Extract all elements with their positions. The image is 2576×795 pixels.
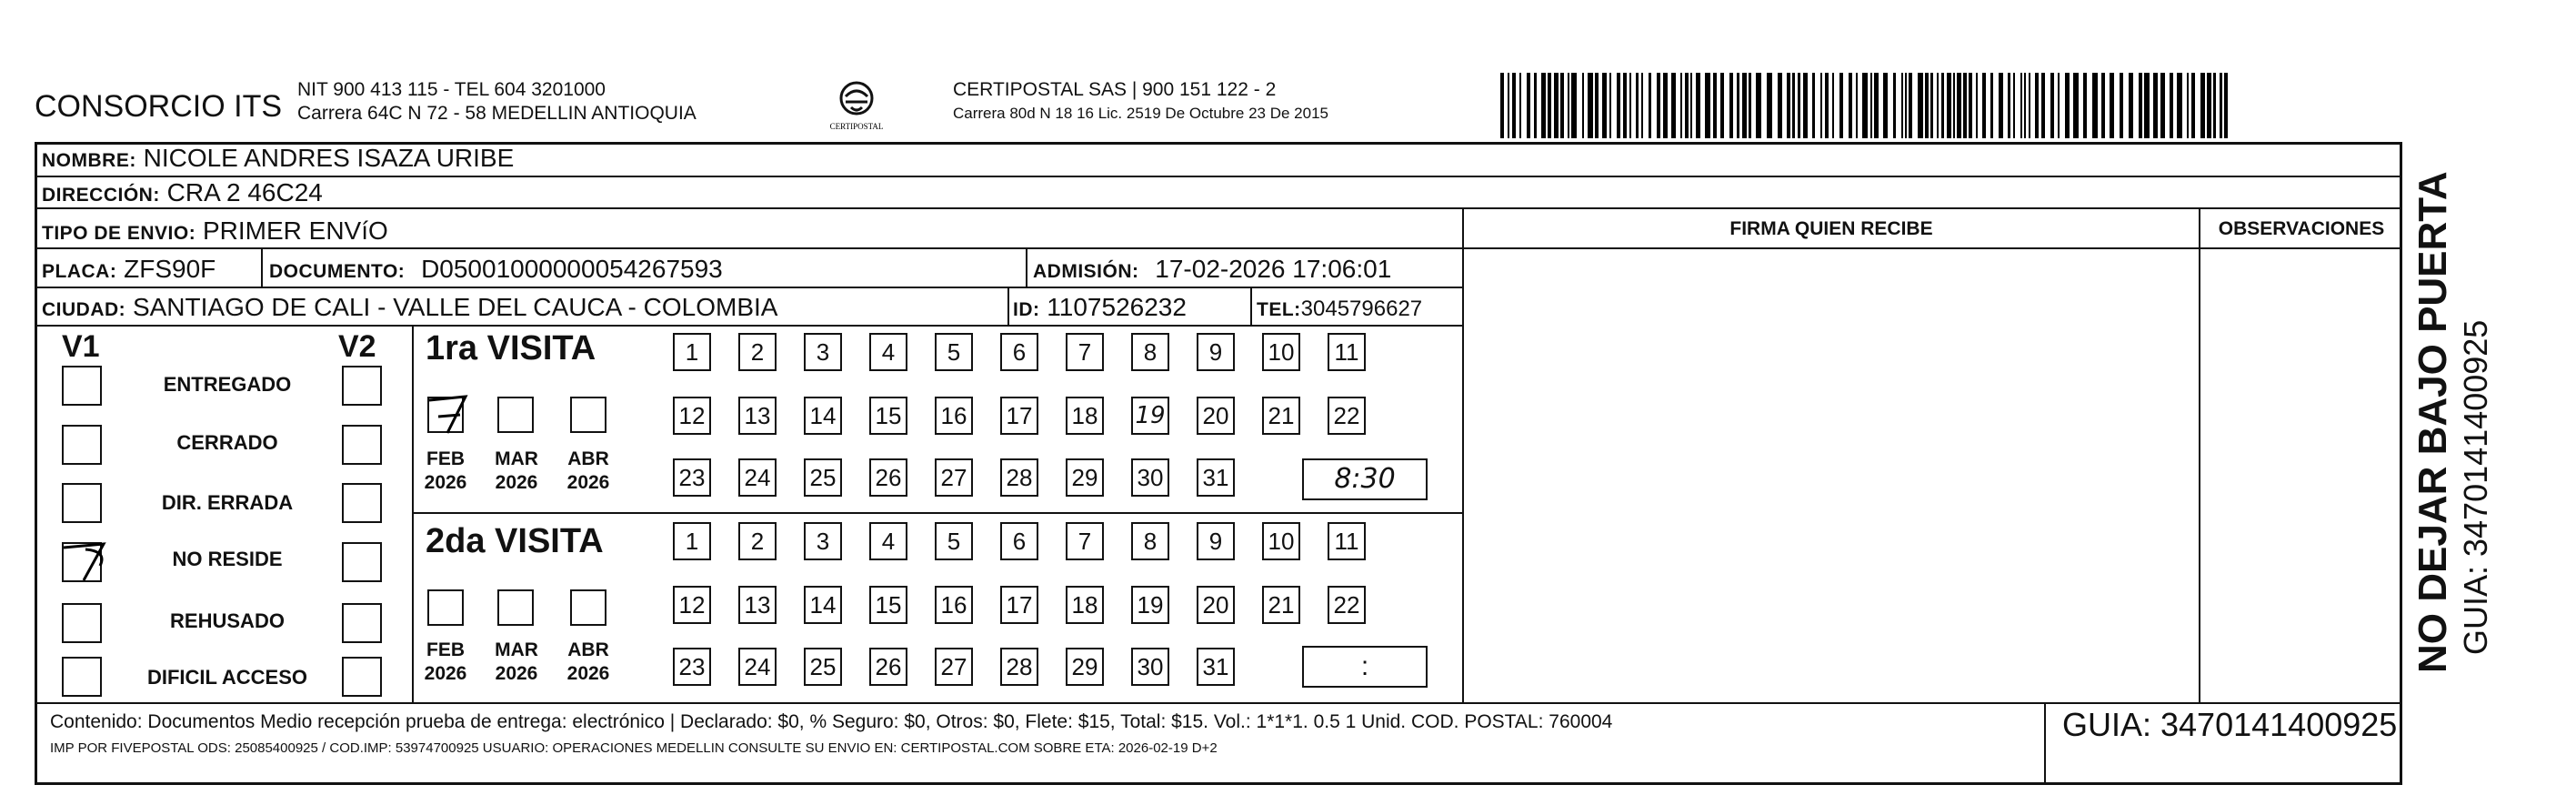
second-visit-day-28[interactable]: 28 (1000, 648, 1038, 686)
first-visit-day-30[interactable]: 30 (1131, 458, 1169, 497)
second-visit-day-12[interactable]: 12 (673, 586, 711, 624)
barcode-bar (1582, 73, 1584, 138)
status-label: DIFICIL ACCESO (146, 666, 307, 689)
barcode-bar (1976, 73, 1978, 138)
second-visit-day-8[interactable]: 8 (1131, 522, 1169, 560)
barcode-bar (1680, 73, 1682, 138)
second-visit-day-25[interactable]: 25 (804, 648, 842, 686)
barcode-bar (1767, 73, 1772, 138)
barcode-bar (1512, 73, 1516, 138)
first-visit-day-28[interactable]: 28 (1000, 458, 1038, 497)
observaciones-header: OBSERVACIONES (2218, 218, 2385, 239)
handwritten-check-mark (56, 535, 120, 591)
first-visit-day-8[interactable]: 8 (1131, 333, 1169, 371)
second-visit-day-6[interactable]: 6 (1000, 522, 1038, 560)
barcode-bar (2073, 73, 2079, 138)
barcode-bar (1957, 73, 1961, 138)
second-visit-day-7[interactable]: 7 (1066, 522, 1104, 560)
month-label: MAR 2026 (495, 448, 538, 493)
barcode-bar (1787, 73, 1790, 138)
barcode-bar (1500, 73, 1504, 138)
certipostal-address: Carrera 80d N 18 16 Lic. 2519 De Octubre 23 De 2015 (953, 105, 1328, 122)
barcode-bar (1729, 73, 1733, 138)
first-visit-day-11[interactable]: 11 (1328, 333, 1366, 371)
barcode-bar (1893, 73, 1896, 138)
second-visit-month-feb-box[interactable] (427, 589, 464, 626)
barcode-bar (1778, 73, 1782, 138)
first-visit-day-25[interactable]: 25 (804, 458, 842, 497)
barcode-bar (1918, 73, 1923, 138)
barcode-bar (1671, 73, 1676, 138)
second-visit-day-15[interactable]: 15 (869, 586, 907, 624)
barcode-bar (1982, 73, 1986, 138)
admision-field: ADMISIÓN: 17-02-2026 17:06:01 (1033, 255, 1392, 283)
first-visit-day-6[interactable]: 6 (1000, 333, 1038, 371)
status-label: CERRADO (176, 431, 278, 454)
barcode-bar (1705, 73, 1710, 138)
barcode-bar (2120, 73, 2123, 138)
barcode-bar (2139, 73, 2142, 138)
second-visit-day-11[interactable]: 11 (1328, 522, 1366, 560)
barcode-bar (1925, 73, 1929, 138)
barcode-bar (2153, 73, 2158, 138)
v2-checkbox-dificil-acceso[interactable] (342, 657, 382, 697)
barcode-bar (1862, 73, 1868, 138)
barcode-bar (2213, 73, 2216, 138)
second-visit-day-16[interactable]: 16 (935, 586, 973, 624)
second-visit-day-20[interactable]: 20 (1197, 586, 1235, 624)
second-visit-day-24[interactable]: 24 (738, 648, 777, 686)
first-visit-day-20[interactable]: 20 (1197, 397, 1235, 435)
barcode-bar (1990, 73, 1993, 138)
v1-header: V1 (62, 329, 100, 364)
barcode-bar (1798, 73, 1800, 138)
barcode-bar (1905, 73, 1907, 138)
barcode-bar (1999, 73, 2003, 138)
placa-value: ZFS90F (124, 255, 216, 283)
barcode-bar (2110, 73, 2114, 138)
first-visit-day-9[interactable]: 9 (1197, 333, 1235, 371)
barcode-bar (2013, 73, 2015, 138)
nombre-value: NICOLE ANDRES ISAZA URIBE (143, 144, 515, 172)
column-divider (1462, 207, 1464, 702)
first-visit-day-24[interactable]: 24 (738, 458, 777, 497)
tipo-envio-value: PRIMER ENVíO (202, 216, 388, 245)
firma-header: FIRMA QUIEN RECIBE (1729, 218, 1933, 239)
barcode-bar (1909, 73, 1912, 138)
barcode-bar (2065, 73, 2070, 138)
barcode-bar (1825, 73, 1829, 138)
v2-checkbox-cerrado[interactable] (342, 425, 382, 465)
v2-checkbox-entregado[interactable] (342, 366, 382, 406)
barcode-bar (1649, 73, 1651, 138)
first-visit-day-5[interactable]: 5 (935, 333, 973, 371)
placa-field: PLACA: ZFS90F (42, 255, 216, 283)
first-visit-day-29[interactable]: 29 (1066, 458, 1104, 497)
barcode-bar (1937, 73, 1939, 138)
barcode-bar (1527, 73, 1530, 138)
barcode-bar (2144, 73, 2150, 138)
barcode-bar (2129, 73, 2133, 138)
barcode-bar (1749, 73, 1751, 138)
v2-checkbox-dir-errada[interactable] (342, 483, 382, 523)
barcode-bar (2160, 73, 2165, 138)
first-visit-time[interactable]: 8:30 (1302, 458, 1428, 500)
second-visit-day-31[interactable]: 31 (1197, 648, 1235, 686)
side-guia: GUIA: 3470141400925 (2457, 319, 2494, 655)
status-label: NO RESIDE (172, 548, 283, 570)
row-divider (36, 207, 2401, 209)
second-visit-month-mar-box[interactable] (497, 589, 534, 626)
barcode-bar (2177, 73, 2182, 138)
side-rotated-text (2410, 164, 2555, 673)
second-visit-day-2[interactable]: 2 (738, 522, 777, 560)
barcode-bar (1609, 73, 1611, 138)
second-visit-day-23[interactable]: 23 (673, 648, 711, 686)
barcode-bar (1713, 73, 1717, 138)
second-visit-day-9[interactable]: 9 (1197, 522, 1235, 560)
barcode-bar (1742, 73, 1747, 138)
barcode-bar (1629, 73, 1631, 138)
barcode-bar (2207, 73, 2211, 138)
first-visit-title: 1ra VISITA (426, 329, 596, 367)
second-visit-day-5[interactable]: 5 (935, 522, 973, 560)
first-visit-day-18[interactable]: 18 (1066, 397, 1104, 435)
barcode-bar (2020, 73, 2022, 138)
barcode-bar (1947, 73, 1951, 138)
v1-checkbox-entregado[interactable] (62, 366, 102, 406)
v1-checkbox-dir-errada[interactable] (62, 483, 102, 523)
barcode-bar (2050, 73, 2054, 138)
second-visit-day-17[interactable]: 17 (1000, 586, 1038, 624)
second-visit-day-13[interactable]: 13 (738, 586, 777, 624)
barcode-bar (2224, 73, 2228, 138)
barcode-bar (1930, 73, 1933, 138)
cell-divider (1007, 287, 1009, 325)
second-visit-day-29[interactable]: 29 (1066, 648, 1104, 686)
tel-value: 3045796627 (1300, 297, 1423, 321)
first-visit-day-12[interactable]: 12 (673, 397, 711, 435)
barcode-bar (1720, 73, 1724, 138)
tipo-envio-field: TIPO DE ENVIO: PRIMER ENVíO (42, 216, 388, 245)
barcode-bar (2191, 73, 2195, 138)
row-divider (1464, 247, 2401, 249)
barcode-bar (2029, 73, 2030, 138)
month-label: ABR 2026 (566, 448, 610, 493)
second-visit-day-27[interactable]: 27 (935, 648, 973, 686)
barcode-bar (1617, 73, 1620, 138)
barcode-bar (1588, 73, 1593, 138)
barcode-bar (1963, 73, 1967, 138)
nombre-field: NOMBRE: NICOLE ANDRES ISAZA URIBE (42, 144, 515, 172)
barcode-bar (1571, 73, 1577, 138)
handwritten-month-mark (424, 389, 475, 437)
barcode-bar (2008, 73, 2010, 138)
footer-divider (36, 702, 2401, 704)
row-divider (36, 287, 1462, 288)
barcode-bar (1602, 73, 1607, 138)
first-visit-day-16[interactable]: 16 (935, 397, 973, 435)
v1-checkbox-dificil-acceso[interactable] (62, 657, 102, 697)
id-value: 1107526232 (1047, 293, 1187, 321)
documento-field: DOCUMENTO: D05001000000054267593 (269, 255, 723, 283)
guia-number: GUIA: 3470141400925 (2062, 706, 2398, 743)
barcode-bar (1737, 73, 1739, 138)
barcode-bar (1641, 73, 1643, 138)
nit-line: NIT 900 413 115 - TEL 604 3201000 (297, 79, 606, 100)
address-line: Carrera 64C N 72 - 58 MEDELLIN ANTIOQUIA (297, 103, 697, 124)
row-divider (36, 176, 2401, 177)
row-divider (36, 325, 1462, 327)
second-visit-day-14[interactable]: 14 (804, 586, 842, 624)
direccion-value: CRA 2 46C24 (166, 178, 323, 206)
barcode-bar (2092, 73, 2098, 138)
barcode-bar (1820, 73, 1822, 138)
first-visit-day-15[interactable]: 15 (869, 397, 907, 435)
barcode-bar (2083, 73, 2087, 138)
second-visit-day-18[interactable]: 18 (1066, 586, 1104, 624)
second-visit-title: 2da VISITA (426, 522, 604, 560)
imp-line: IMP POR FIVEPOSTAL ODS: 25085400925 / COD.IMP: 53974700925 USUARIO: OPERACIONES MEDELLIN CONSULTE SU ENVIO EN: CERTIPOSTAL.COM SOBRE ETA: 2026-02-19 D+2 (50, 740, 1218, 756)
v1-checkbox-cerrado[interactable] (62, 425, 102, 465)
barcode-bar (1519, 73, 1521, 138)
barcode-bar (1849, 73, 1852, 138)
barcode-bar (1792, 73, 1795, 138)
ciudad-value: SANTIAGO DE CALI - VALLE DEL CAUCA - COLOMBIA (132, 293, 778, 321)
barcode-bar (1953, 73, 1955, 138)
first-visit-day-7[interactable]: 7 (1066, 333, 1104, 371)
barcode-bar (1568, 73, 1569, 138)
status-label: ENTREGADO (163, 373, 292, 396)
barcode-bar (1756, 73, 1761, 138)
barcode-bar (1685, 73, 1689, 138)
admision-value: 17-02-2026 17:06:01 (1155, 255, 1392, 283)
second-visit-day-19[interactable]: 19 (1131, 586, 1169, 624)
barcode-bar (2024, 73, 2026, 138)
barcode-bar (1883, 73, 1888, 138)
barcode-bar (2035, 73, 2039, 138)
v2-checkbox-no-reside[interactable] (342, 542, 382, 582)
contenido-line: Contenido: Documentos Medio recepción prueba de entrega: electrónico | Declarado: $0, % Seguro: $0, Otros: $0, Flete: $15, Total: $15. Vol.: 1*1*1. 0.5 1 Unid. COD. POSTAL: 760004 (50, 711, 1613, 732)
second-visit-day-1[interactable]: 1 (673, 522, 711, 560)
documento-value: D05001000000054267593 (421, 255, 723, 283)
barcode-bar (2170, 73, 2173, 138)
second-visit-day-30[interactable]: 30 (1131, 648, 1169, 686)
certipostal-logo (818, 76, 895, 138)
first-visit-day-3[interactable]: 3 (804, 333, 842, 371)
company-name: CONSORCIO ITS (35, 89, 283, 124)
month-label: FEB 2026 (424, 448, 467, 493)
visit-column-divider (412, 325, 414, 702)
first-visit-day-17[interactable]: 17 (1000, 397, 1038, 435)
second-visit-month-abr-box[interactable] (570, 589, 606, 626)
barcode-bar (1554, 73, 1559, 138)
second-visit-day-22[interactable]: 22 (1328, 586, 1366, 624)
cell-divider (1250, 287, 1252, 325)
direccion-field: DIRECCIÓN: CRA 2 46C24 (42, 178, 323, 206)
second-visit-day-4[interactable]: 4 (869, 522, 907, 560)
first-visit-day-13[interactable]: 13 (738, 397, 777, 435)
v1-checkbox-rehusado[interactable] (62, 603, 102, 643)
month-label: ABR 2026 (566, 639, 610, 684)
company-info (297, 78, 807, 126)
first-visit-day-14[interactable]: 14 (804, 397, 842, 435)
cell-divider (1026, 247, 1027, 287)
cell-divider (261, 247, 263, 287)
column-divider (2199, 207, 2200, 702)
tel-field: TEL:3045796627 (1257, 297, 1423, 321)
barcode-bar (1534, 73, 1537, 138)
first-visit-day-21[interactable]: 21 (1262, 397, 1300, 435)
barcode-bar (1812, 73, 1815, 138)
logo-caption: CERTIPOSTAL (829, 122, 884, 131)
barcode-bar (1548, 73, 1551, 138)
first-visit-day-22[interactable]: 22 (1328, 397, 1366, 435)
barcode-bar (2187, 73, 2189, 138)
certipostal-line: CERTIPOSTAL SAS | 900 151 122 - 2 (953, 79, 1277, 100)
first-visit-month-mar-box[interactable] (497, 397, 534, 433)
second-visit-time[interactable]: : (1302, 646, 1428, 688)
barcode-bar (1870, 73, 1872, 138)
first-visit-day-2[interactable]: 2 (738, 333, 777, 371)
barcode-bar (1803, 73, 1808, 138)
first-visit-day-31[interactable]: 31 (1197, 458, 1235, 497)
barcode-bar (2101, 73, 2105, 138)
barcode-bar (1560, 73, 1564, 138)
visit-divider (414, 512, 1462, 514)
barcode-bar (1623, 73, 1627, 138)
barcode-bar (2200, 73, 2205, 138)
barcode-bar (2058, 73, 2060, 138)
barcode-bar (1636, 73, 1639, 138)
first-visit-day-26[interactable]: 26 (869, 458, 907, 497)
second-visit-day-10[interactable]: 10 (1262, 522, 1300, 560)
barcode-bar (1856, 73, 1858, 138)
second-visit-day-3[interactable]: 3 (804, 522, 842, 560)
month-label: MAR 2026 (495, 639, 538, 684)
barcode-bar (2220, 73, 2222, 138)
barcode-bar (1595, 73, 1599, 138)
row-divider (36, 247, 1462, 249)
barcode-bar (1696, 73, 1700, 138)
first-visit-day-23[interactable]: 23 (673, 458, 711, 497)
barcode-bar (1969, 73, 1972, 138)
barcode-bar (1657, 73, 1660, 138)
barcode-bar (1690, 73, 1692, 138)
barcode-bar (1663, 73, 1668, 138)
first-visit-day-10[interactable]: 10 (1262, 333, 1300, 371)
status-label: REHUSADO (170, 609, 285, 632)
status-label: DIR. ERRADA (161, 491, 294, 514)
barcode-bar (1839, 73, 1843, 138)
barcode (1500, 73, 2228, 138)
barcode-bar (1541, 73, 1546, 138)
v2-header: V2 (338, 329, 376, 364)
first-visit-day-19[interactable]: 19 (1131, 397, 1169, 435)
second-visit-day-21[interactable]: 21 (1262, 586, 1300, 624)
barcode-bar (1508, 73, 1509, 138)
barcode-bar (1832, 73, 1834, 138)
second-visit-day-26[interactable]: 26 (869, 648, 907, 686)
id-field: ID: 1107526232 (1013, 293, 1187, 321)
v2-checkbox-rehusado[interactable] (342, 603, 382, 643)
barcode-bar (2041, 73, 2045, 138)
first-visit-day-27[interactable]: 27 (935, 458, 973, 497)
ciudad-field: CIUDAD: SANTIAGO DE CALI - VALLE DEL CAUCA - COLOMBIA (42, 293, 778, 321)
first-visit-day-1[interactable]: 1 (673, 333, 711, 371)
certipostal-info (953, 78, 1462, 126)
no-dejar-bajo-puerta: NO DEJAR BAJO PUERTA (2411, 171, 2455, 673)
first-visit-day-4[interactable]: 4 (869, 333, 907, 371)
barcode-bar (1941, 73, 1944, 138)
month-label: FEB 2026 (424, 639, 467, 684)
barcode-bar (1901, 73, 1903, 138)
first-visit-month-abr-box[interactable] (570, 397, 606, 433)
barcode-bar (1874, 73, 1879, 138)
